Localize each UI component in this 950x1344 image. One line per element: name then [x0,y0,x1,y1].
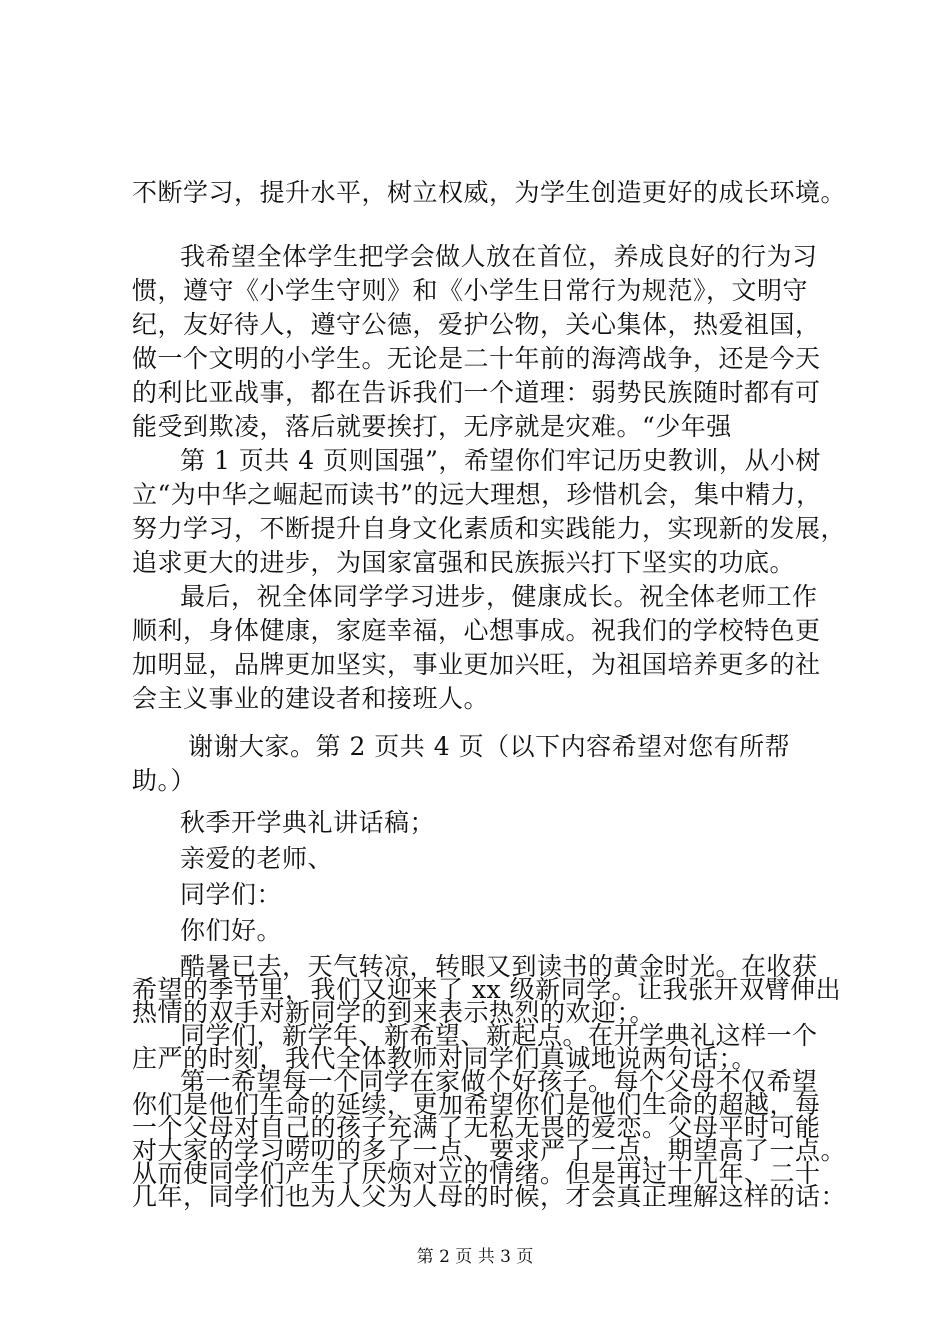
paragraph-line: 几年，同学们也为人父为人母的时候，才会真正理解这样的话： [132,1182,847,1211]
paragraph-line: 做一个文明的小学生。无论是二十年前的海湾战争，还是今天 [132,344,821,373]
paragraph-line: 第一希望每一个同学在家做个好孩子。每个父母不仅希望 [180,1067,818,1096]
paragraph-line: 谢谢大家。第 2 页共 4 页（以下内容希望对您有所帮 [188,732,791,761]
paragraph-line: 第 1 页共 4 页则国强”，希望你们牢记历史教训，从小树 [180,446,821,475]
page-footer: 第 2 页 共 3 页 [416,1247,534,1267]
paragraph-line: 庄严的时刻，我代全体教师对同学们真诚地说两句话；。 [132,1044,758,1073]
paragraph-line: 秋季开学典礼讲话稿； [180,808,436,837]
paragraph-line: 会主义事业的建设者和接班人。 [132,684,490,713]
paragraph-line: 我希望全体学生把学会做人放在首位，养成良好的行为习 [180,242,818,271]
paragraph-line: 最后，祝全体同学学习进步，健康成长。祝全体老师工作 [180,582,818,611]
paragraph-line: 纪，友好待人，遵守公德，爱护公物，关心集体，热爱祖国， [132,310,821,339]
paragraph-line: 追求更大的进步，为国家富强和民族振兴打下坚实的功底。 [132,548,796,577]
paragraph-line: 热情的双手对新同学的到来表示热烈的欢迎；。 [132,998,656,1027]
paragraph-line: 一个父母对自己的孩子充满了无私无畏的爱恋。父母平时可能 [132,1113,821,1142]
paragraph-line: 亲爱的老师、 [180,844,334,873]
paragraph-line: 对大家的学习唠叨的多了一点、要求严了一点，期望高了一点。 [132,1136,847,1165]
paragraph-line: 不断学习，提升水平，树立权威，为学生创造更好的成长环境。 [132,178,847,207]
paragraph-line: 同学们： [180,880,283,909]
paragraph-line: 你们是他们生命的延续，更加希望你们是他们生命的超越，每 [132,1090,821,1119]
paragraph-line: 惯，遵守《小学生守则》和《小学生日常行为规范》，文明守 [132,276,809,305]
paragraph-line: 能受到欺凌，落后就要挨打，无序就是灾难。“少年强 [132,412,732,441]
paragraph-line: 酷暑已去，天气转凉，转眼又到读书的黄金时光。在收获 [180,952,818,981]
paragraph-line: 立“为中华之崛起而读书”的远大理想，珍惜机会，集中精力， [132,480,822,509]
paragraph-line: 希望的季节里，我们又迎来了 xx 级新同学。让我张开双臂伸出 [132,975,842,1004]
paragraph-line: 努力学习，不断提升自身文化素质和实践能力，实现新的发展， [132,514,847,543]
paragraph-line: 从而使同学们产生了厌烦对立的情绪。但是再过十几年、二十 [132,1159,821,1188]
paragraph-line: 同学们，新学年、新希望、新起点。在开学典礼这样一个 [180,1021,818,1050]
paragraph-line: 的利比亚战事，都在告诉我们一个道理：弱势民族随时都有可 [132,378,821,407]
paragraph-line: 助。） [132,766,197,795]
paragraph-line: 顺利，身体健康，家庭幸福，心想事成。祝我们的学校特色更 [132,616,821,645]
paragraph-line: 加明显，品牌更加坚实，事业更加兴旺，为祖国培养更多的社 [132,650,821,679]
paragraph-line: 你们好。 [180,916,283,945]
